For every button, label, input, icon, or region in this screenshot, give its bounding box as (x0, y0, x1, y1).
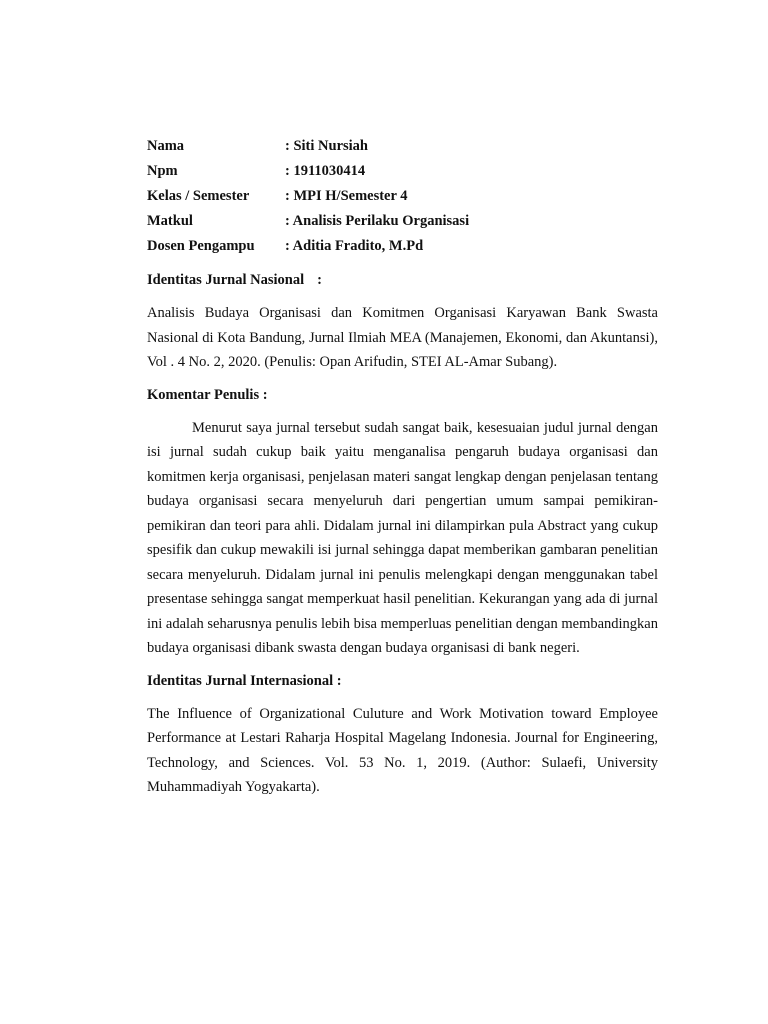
document-page (147, 134, 658, 800)
jurnal-internasional-text: The Influence of Organizational Culuture and Work Motivation toward Employee Performance at Lestari Raharja Hospital Magelang Indonesia. Journal for Engineering, Technology, and Sciences. Vol. 53 No. 1, 2019. (Author: Sulaefi, University Muhammadiyah Yogyakarta). (147, 705, 658, 795)
info-value: : 1911030414 (285, 163, 366, 179)
info-row-kelas (147, 184, 469, 209)
info-row-dosen (147, 234, 469, 259)
info-value: : Siti Nursiah (285, 138, 368, 154)
info-label: Nama (147, 138, 185, 154)
heading-jurnal-nasional (147, 272, 658, 289)
info-row-nama (147, 134, 469, 159)
info-label: Dosen Pengampu (147, 238, 255, 254)
jurnal-nasional-text: Analisis Budaya Organisasi dan Komitmen Organisasi Karyawan Bank Swasta Nasional di Kota Bandung, Jurnal Ilmiah MEA (Manajemen, Ekonomi, dan Akuntansi), Vol . 4 No. 2, 2020. (Penulis: Opan Arifudin, STEI AL-Amar Subang). (147, 305, 658, 370)
info-row-npm (147, 159, 469, 184)
heading-komentar-penulis: Komentar Penulis : (147, 386, 268, 403)
heading-text: Identitas Jurnal Nasional (147, 272, 305, 288)
info-label: Npm (147, 163, 178, 179)
heading-colon: : (317, 272, 322, 288)
info-label: Kelas / Semester (147, 188, 250, 204)
student-info-table (147, 134, 469, 259)
heading-jurnal-internasional: Identitas Jurnal Internasional : (147, 672, 342, 689)
info-value: : Analisis Perilaku Organisasi (285, 213, 470, 229)
info-label: Matkul (147, 213, 193, 229)
info-value: : Aditia Fradito, M.Pd (285, 238, 424, 254)
komentar-text: Menurut saya jurnal tersebut sudah sangat baik, kesesuaian judul jurnal dengan isi jurnal sudah cukup baik yaitu menganalisa pengaruh budaya organisasi dan komitmen kerja organisasi, penjelasan materi sangat lengkap dengan penjelasan tentang budaya organisasi secara menyeluruh dari pengertian umum sampai pemikiran-pemikiran dan teori para ahli. Didalam jurnal ini dilampirkan pula Abstract yang cukup spesifik dan cukup mewakili isi jurnal sehingga dapat memberikan gambaran penelitian secara menyeluruh. Didalam jurnal ini penulis melengkapi dengan menggunakan tabel presentase sehingga sangat memperkuat hasil penelitian. Kekurangan yang ada di jurnal ini adalah seharusnya penulis lebih bisa memperluas penelitian dengan membandingkan budaya organisasi dibank swasta dengan budaya organisasi di bank negeri. (147, 419, 658, 656)
info-value: : MPI H/Semester 4 (285, 188, 408, 204)
info-row-matkul (147, 209, 469, 234)
